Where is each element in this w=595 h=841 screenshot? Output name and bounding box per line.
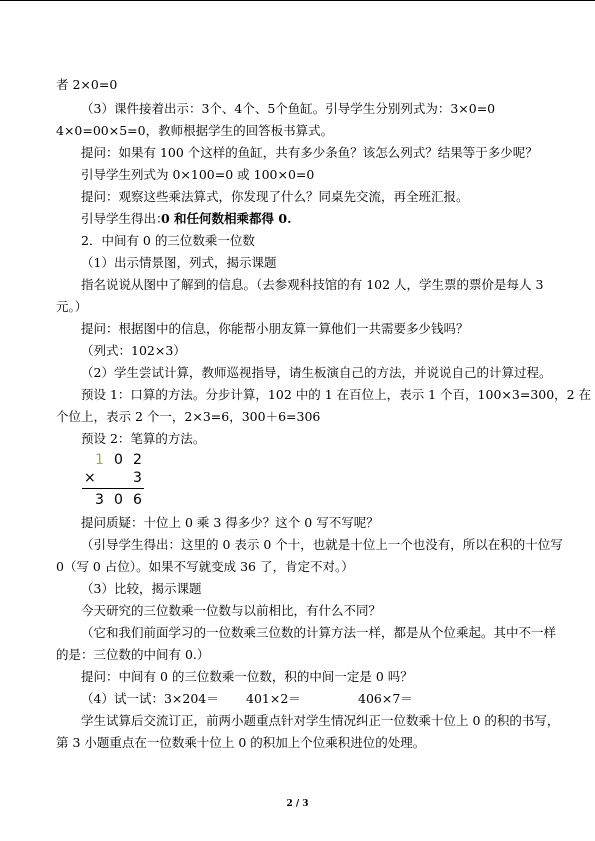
text-line: 元。） (56, 299, 88, 314)
text-line: 者 2×0=0 (56, 77, 118, 92)
text-line: （3）课件接着出示：3个、4个、5个鱼缸。引导学生分别列式为：3×0=0 (81, 101, 496, 116)
text-line: （列式：102×3） (81, 343, 186, 358)
text-line: （1）出示情景图，列式，揭示课题 (81, 255, 277, 270)
section-heading: 2．中间有 0 的三位数乘一位数 (81, 233, 255, 248)
calc-digit: 0 (114, 452, 123, 468)
text-line: 的是：三位数的中间有 0.） (56, 647, 210, 662)
text-line: 个位上，表示 2 个一，2×3=6，300＋6=306 (56, 409, 321, 424)
text-line: 引导学生得出： 0 和任何数相乘都得 0. (0, 209, 595, 229)
text-line: 引导学生列式为 0×100=0 或 100×0=0 (81, 167, 315, 182)
text-line: 指名说说从图中了解到的信息。（去参观科技馆的有 102 人，学生票的票价是每人 3 (81, 277, 544, 292)
page-top-border (0, 0, 595, 1)
text-line: 今天研究的三位数乘一位数与以前相比，有什么不同？ (81, 603, 382, 618)
text-line: 提问：观察这些乘法算式，你发现了什么？同桌先交流，再全班汇报。 (81, 189, 469, 204)
text-line: 第 3 小题重点在一位数乘十位上 0 的积加上个位乘积进位的处理。 (56, 735, 426, 750)
text-line: 提问质疑：十位上 0 乘 3 得多少？这个 0 写不写呢？ (81, 515, 379, 530)
calc-rule-line (82, 488, 144, 489)
exercise-1: （4）试一试：3×204＝ (81, 691, 219, 706)
calc-digit: 2 (133, 452, 142, 468)
text-line: （引导学生得出：这里的 0 表示 0 个十，也就是十位上一个也没有，所以在积的十位写 (81, 537, 563, 552)
text-line: 提问：中间有 0 的三位数乘一位数，积的中间一定是 0 吗？ (81, 669, 413, 684)
text-line: 0（写 0 占位）。如果不写就变成 36 了，肯定不对。） (56, 559, 354, 574)
calc-digit: 3 (133, 470, 142, 486)
calc-digit: 3 (95, 492, 104, 508)
text-line: 提问：如果有 100 个这样的鱼缸，共有多少条鱼？该怎么列式？结果等于多少呢？ (81, 145, 538, 160)
exercise-3: 406×7＝ (358, 691, 413, 706)
calc-digit: 1 (95, 452, 104, 468)
text-line: 4×0=00×5=0，教师根据学生的回答板书算式。 (56, 123, 334, 138)
page-number: 2 / 3 (286, 799, 309, 809)
text-line: （它和我们前面学习的一位数乘三位数的计算方法一样，都是从个位乘起。其中不一样 (81, 625, 557, 640)
calc-operator: × (84, 470, 96, 486)
calc-digit: 0 (114, 492, 123, 508)
exercise-line (0, 689, 595, 709)
calc-digit: 6 (133, 492, 142, 508)
exercise-2: 401×2＝ (246, 691, 301, 706)
vertical-multiplication (80, 452, 160, 512)
text-line: （2）学生尝试计算，教师巡视指导，请生板演自己的方法，并说说自己的计算过程。 (81, 365, 552, 380)
text-line: 提问：根据图中的信息，你能帮小朋友算一算他们一共需要多少钱吗？ (81, 321, 469, 336)
text-line: 预设 2：笔算的方法。 (81, 431, 206, 446)
text-line: （3）比较，揭示课题 (81, 581, 202, 596)
text-line: 预设 1：口算的方法。分步计算，102 中的 1 在百位上，表示 1 个百，100×3=300，2 在 (81, 387, 592, 402)
text-line: 学生试算后交流订正，前两小题重点针对学生情况纠正一位数乘十位上 0 的积的书写， (81, 713, 560, 728)
conclusion-bold: 0 和任何数相乘都得 0. (161, 211, 292, 226)
